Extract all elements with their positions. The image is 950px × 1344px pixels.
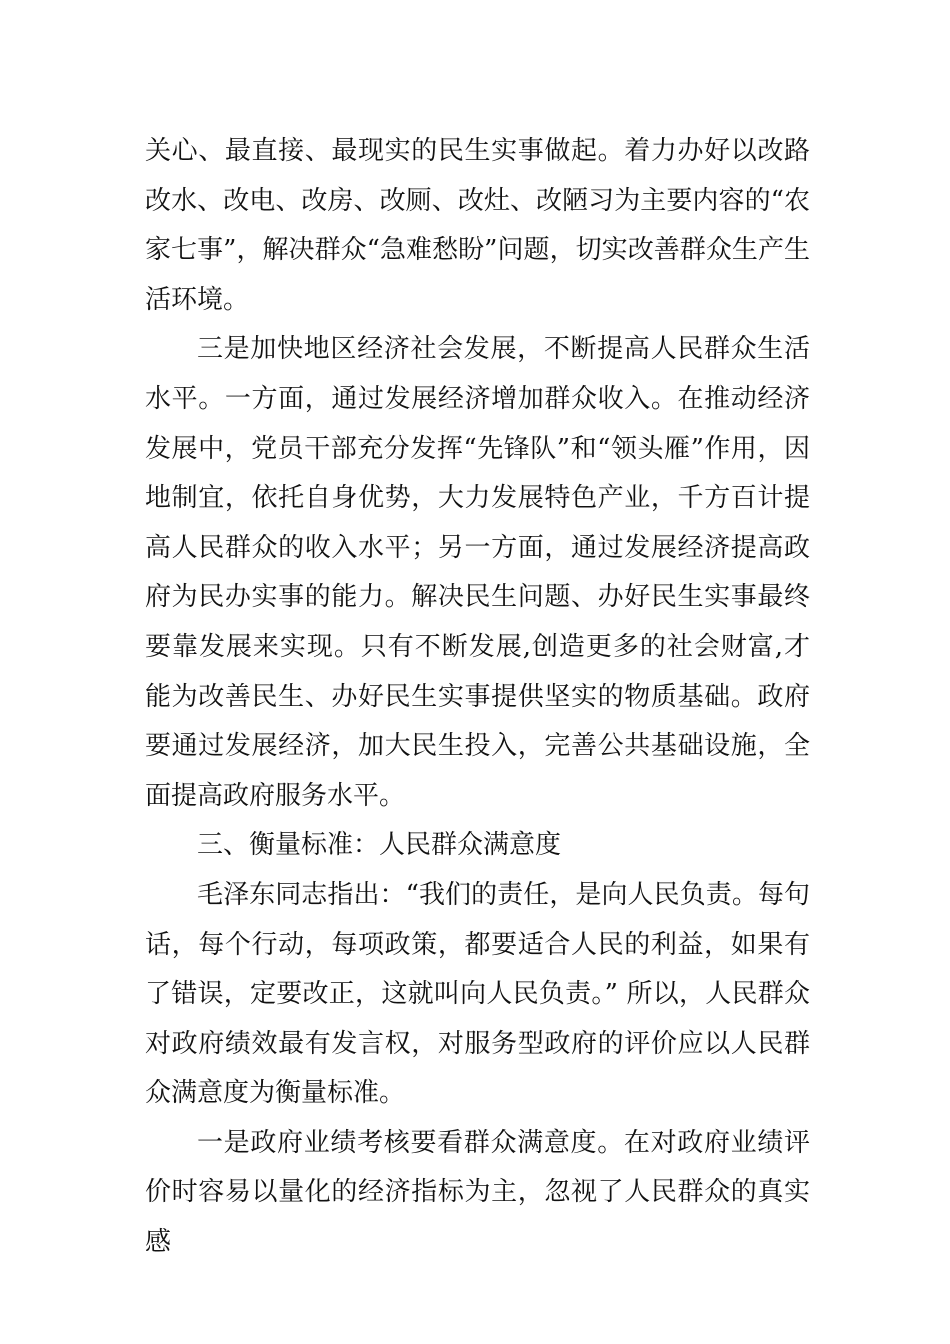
paragraph-economic-development: 三是加快地区经济社会发展，不断提高人民群众生活水平。一方面，通过发展经济增加群众收入。在推动经济发展中，党员干部充分发挥“先锋队”和“领头雁”作用，因地制宜，依托自身优势，大力发展特色产业，千方百计提高人民群众的收入水平；另一方面，通过发展经济提高政府为民办实事的能力。解决民生问题、办好民生实事最终要靠发展来实现。只有不断发展,创造更多的社会财富,才能为改善民生、办好民生实事提供坚实的物质基础。政府要通过发展经济，加大民生投入，完善公共基础设施，全面提高政府服务水平。: [145, 334, 810, 811]
paragraph-mao-quote: 毛泽东同志指出：“我们的责任，是向人民负责。每句话，每个行动，每项政策，都要适合人民的利益，如果有了错误，定要改正，这就叫向人民负责。” 所以，人民群众对政府绩效最有发言权，对服务型政府的评价应以人民群众满意度为衡量标准。: [145, 879, 810, 1109]
paragraph-continuation: 关心、最直接、最现实的民生实事做起。着力办好以改路改水、改电、改房、改厕、改灶、改陋习为主要内容的“农家七事”，解决群众“急难愁盼”问题，切实改善群众生产生活环境。: [145, 136, 810, 315]
section-heading: 三、衡量标准：人民群众满意度: [197, 830, 562, 861]
paragraph-performance-evaluation: 一是政府业绩考核要看群众满意度。在对政府业绩评价时容易以量化的经济指标为主，忽视了人民群众的真实感: [145, 1127, 810, 1258]
document-body: [145, 127, 810, 1268]
